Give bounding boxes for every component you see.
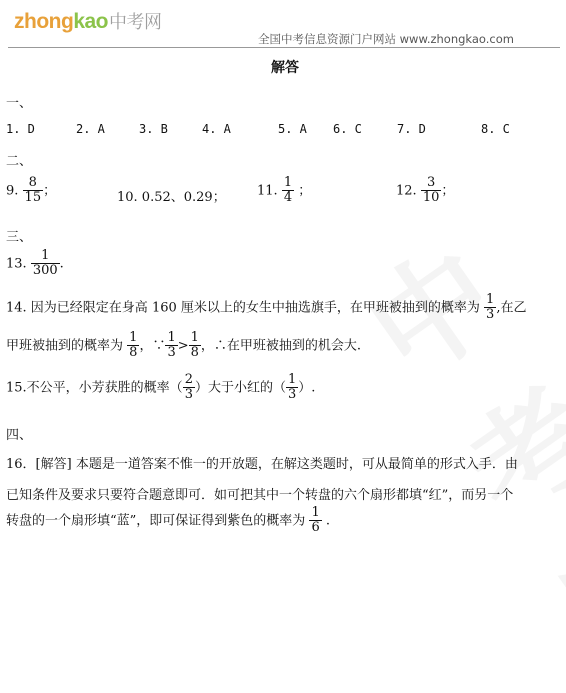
q9-semicolon: ；: [43, 183, 57, 199]
q14-text-1: 14. 因为已经限定在身高 160 厘米以上的女生中抽选旗手，在甲班被抽到的概率为: [6, 300, 480, 316]
q15-fraction-2: [286, 373, 298, 403]
q14-fraction-3: [165, 331, 177, 361]
q11-denominator: 4: [283, 190, 293, 206]
q16-numerator: 1: [311, 505, 320, 520]
q12-numerator: 3: [426, 175, 436, 190]
answer-8: 8. C: [481, 122, 510, 136]
answer-5: 5. A: [278, 122, 307, 136]
q13-fraction: [31, 249, 60, 279]
q15-f1-numerator: 2: [184, 372, 193, 387]
q13-label: 13.: [6, 256, 27, 272]
answer-14-line-1: [6, 293, 526, 323]
q11-semicolon: ；: [298, 183, 312, 199]
answer-16-line-2: 已知条件及要求只要符合题意即可．如可把其中一个转盘的六个扇形都填“红”，而另一个: [6, 488, 514, 503]
q11-fraction: [282, 176, 294, 206]
q16-text-3: 转盘的一个扇形填“蓝”，即可保证得到紫色的概率为: [6, 513, 306, 529]
q15-text-c: ）.: [298, 380, 316, 396]
q9-fraction: [23, 176, 44, 206]
answer-14-line-2: [6, 331, 361, 361]
site-tagline: 全国中考信息资源门户网站 www.zhongkao.com: [258, 32, 514, 46]
answer-6: 6. C: [333, 122, 362, 136]
q14-text-2b: ，∵: [139, 338, 166, 354]
answer-13: [6, 249, 64, 279]
q13-numerator: 1: [41, 248, 50, 263]
logo-text-cn: 中考网: [109, 12, 162, 32]
q15-f2-numerator: 1: [287, 372, 297, 387]
q13-period: .: [59, 256, 64, 272]
answer-4: 4. A: [202, 122, 231, 136]
q16-denominator: 6: [311, 520, 320, 536]
q16-fraction: [309, 506, 321, 536]
q14-text-1-tail: ,在乙: [496, 300, 527, 316]
answer-9: [6, 176, 56, 206]
q14-f1-numerator: 1: [486, 292, 495, 307]
answer-12: [396, 176, 454, 206]
q15-f1-denominator: 3: [184, 387, 193, 403]
q14-f3-denominator: 3: [167, 345, 176, 361]
q9-numerator: 8: [28, 175, 37, 190]
answer-2: 2. A: [76, 122, 105, 136]
q14-f4-denominator: 8: [190, 345, 199, 361]
q14-f2-numerator: 1: [129, 330, 138, 345]
section-3-heading: 三、: [6, 230, 33, 245]
answer-16-line-3: [6, 506, 330, 536]
section-2-heading: 二、: [6, 154, 33, 169]
q14-fraction-1: [484, 293, 496, 323]
answer-3: 3. B: [139, 122, 168, 136]
section-4-heading: 四、: [6, 428, 33, 443]
q14-f4-numerator: 1: [190, 330, 199, 345]
answer-7: 7. D: [397, 122, 426, 136]
q15-text-a: 15.不公平，小芳获胜的概率（: [6, 380, 183, 396]
logo-text-zhong: zhong: [14, 10, 74, 33]
watermark: [330, 135, 566, 693]
q9-label: 9.: [6, 183, 19, 199]
q12-label: 12.: [396, 183, 417, 199]
answer-15: [6, 373, 315, 403]
page-title: 解答: [271, 60, 299, 76]
q11-numerator: 1: [283, 175, 293, 190]
answer-10: 10. 0.52、0.29；: [117, 190, 226, 205]
q13-denominator: 300: [32, 263, 58, 279]
q14-text-2a: 甲班被抽到的概率为: [6, 338, 124, 354]
q15-f2-denominator: 3: [287, 387, 297, 403]
q15-fraction-1: [183, 373, 195, 403]
q14-f3-numerator: 1: [167, 330, 176, 345]
answer-16-line-1: 16．[解答] 本题是一道答案不惟一的开放题，在解这类题时，可从最简单的形式入手．由: [6, 457, 518, 472]
q14-f1-denominator: 3: [486, 307, 495, 323]
logo-text-kao: kao: [73, 10, 108, 33]
q11-label: 11.: [257, 183, 278, 199]
q14-fraction-2: [127, 331, 139, 361]
header-divider: [8, 47, 560, 48]
q14-fraction-4: [189, 331, 201, 361]
q14-text-2c: ，∴在甲班被抽到的机会大.: [200, 338, 362, 354]
answer-1: 1. D: [6, 122, 35, 136]
q12-fraction: [421, 176, 442, 206]
site-logo[interactable]: [14, 8, 162, 34]
q15-text-b: ）大于小红的（: [194, 380, 286, 396]
section-1-heading: 一、: [6, 96, 33, 111]
q16-period: .: [325, 513, 330, 529]
q12-semicolon: ；: [441, 183, 455, 199]
q14-f2-denominator: 8: [129, 345, 138, 361]
answer-11: [257, 176, 311, 206]
q12-denominator: 10: [422, 190, 440, 206]
q9-denominator: 15: [24, 190, 42, 206]
q14-greater-than: >: [177, 338, 189, 354]
